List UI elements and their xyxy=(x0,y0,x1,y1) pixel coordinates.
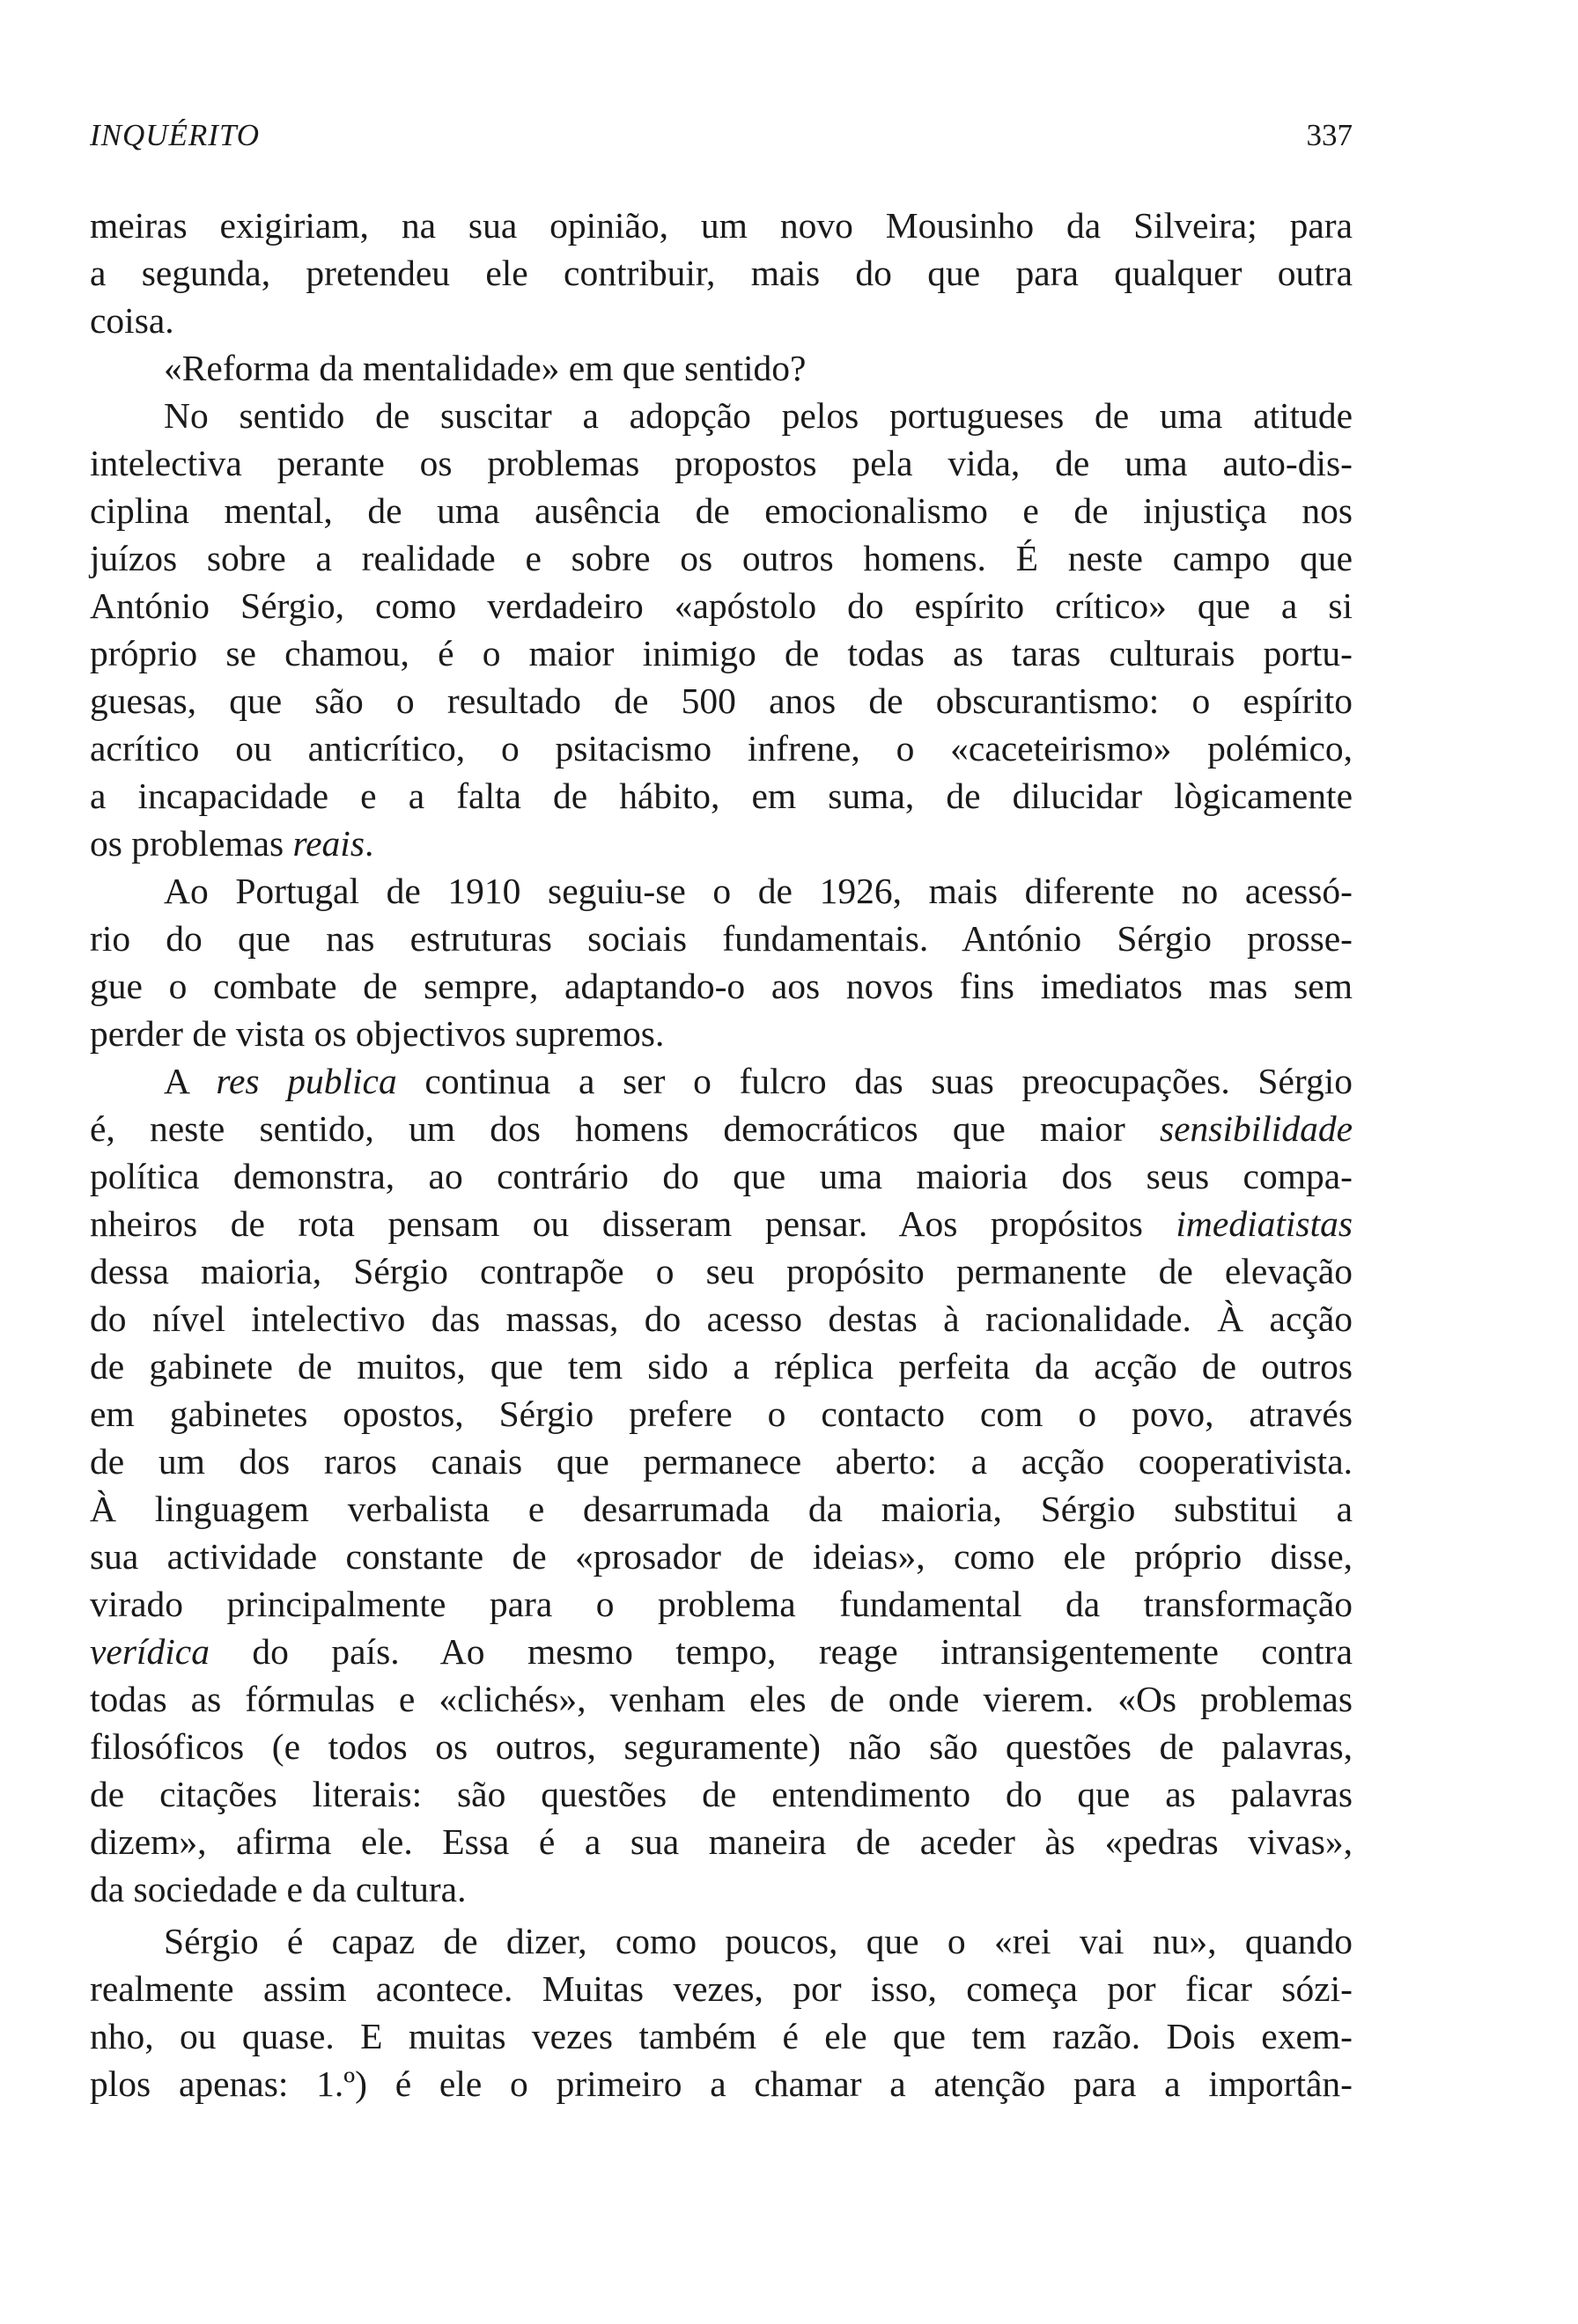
text-line: António Sérgio, como verdadeiro «apóstolo do espírito crítico» que a si xyxy=(90,585,1353,626)
italic-text: sensibilidade xyxy=(1159,1108,1353,1149)
italic-text: imediatistas xyxy=(1176,1203,1353,1244)
text-line: em gabinetes opostos, Sérgio prefere o contacto com o povo, através xyxy=(90,1394,1353,1434)
text-line xyxy=(90,1105,1353,1152)
text-line: coisa. xyxy=(90,300,174,341)
text-line: «Reforma da mentalidade» em que sentido? xyxy=(164,348,807,388)
text-segment: os problemas xyxy=(90,823,293,864)
text-line: Sérgio é capaz de dizer, como poucos, que o «rei vai nu», quando xyxy=(164,1921,1353,1961)
text-segment: . xyxy=(365,823,374,864)
text-line xyxy=(90,1200,1353,1247)
text-segment: do país. Ao mesmo tempo, reage intransigentemente contra xyxy=(209,1631,1353,1672)
text-line xyxy=(90,820,1353,867)
italic-text: verídica xyxy=(90,1631,210,1672)
text-segment: é, neste sentido, um dos homens democráticos que maior xyxy=(90,1108,1160,1149)
text-line xyxy=(90,1057,1353,1105)
text-line: virado principalmente para o problema fundamental da transformação xyxy=(90,1584,1353,1624)
text-line: guesas, que são o resultado de 500 anos de obscurantismo: o espírito xyxy=(90,680,1353,721)
text-line xyxy=(90,1628,1353,1675)
text-line: meiras exigiriam, na sua opinião, um novo Mousinho da Silveira; para xyxy=(90,205,1353,246)
text-line: de citações literais: são questões de entendimento do que as palavras xyxy=(90,1774,1353,1814)
italic-text: reais xyxy=(292,823,365,864)
text-line: No sentido de suscitar a adopção pelos portugueses de uma atitude xyxy=(164,395,1353,436)
text-line: rio do que nas estruturas sociais fundamentais. António Sérgio prosse- xyxy=(90,918,1353,959)
running-title: INQUÉRITO xyxy=(90,118,261,152)
text-line: dessa maioria, Sérgio contrapõe o seu propósito permanente de elevação xyxy=(90,1251,1353,1291)
text-line: acrítico ou anticrítico, o psitacismo infrene, o «caceteirismo» polémico, xyxy=(90,728,1353,769)
body-text xyxy=(90,202,1353,2107)
text-line: dizem», afirma ele. Essa é a sua maneira de aceder às «pedras vivas», xyxy=(90,1821,1353,1862)
text-segment: continua a ser o fulcro das suas preocupações. Sérgio xyxy=(396,1061,1353,1101)
text-line: perder de vista os objectivos supremos. xyxy=(90,1013,665,1054)
text-segment: nheiros de rota pensam ou disseram pensar. Aos propósitos xyxy=(90,1203,1176,1244)
text-line: plos apenas: 1.º) é ele o primeiro a chamar a atenção para a importân- xyxy=(90,2063,1353,2104)
text-line: intelectiva perante os problemas propostos pela vida, de uma auto-dis- xyxy=(90,443,1353,483)
text-line: sua actividade constante de «prosador de ideias», como ele próprio disse, xyxy=(90,1536,1353,1577)
text-line: do nível intelectivo das massas, do acesso destas à racionalidade. À acção xyxy=(90,1298,1353,1339)
text-line: nho, ou quase. E muitas vezes também é ele que tem razão. Dois exem- xyxy=(90,2016,1353,2056)
text-line: todas as fórmulas e «clichés», venham eles de onde vierem. «Os problemas xyxy=(90,1679,1353,1719)
text-line: juízos sobre a realidade e sobre os outros homens. É neste campo que xyxy=(90,538,1353,578)
text-line: ciplina mental, de uma ausência de emocionalismo e de injustiça nos xyxy=(90,490,1353,531)
text-line: a segunda, pretendeu ele contribuir, mais do que para qualquer outra xyxy=(90,253,1353,293)
text-line: de gabinete de muitos, que tem sido a réplica perfeita da acção de outros xyxy=(90,1346,1353,1386)
text-line: filosóficos (e todos os outros, seguramente) não são questões de palavras, xyxy=(90,1726,1353,1767)
text-line: a incapacidade e a falta de hábito, em suma, de dilucidar lògicamente xyxy=(90,776,1353,816)
text-line: da sociedade e da cultura. xyxy=(90,1869,467,1909)
text-line: de um dos raros canais que permanece aberto: a acção cooperativista. xyxy=(90,1441,1353,1482)
running-head xyxy=(90,118,1353,162)
italic-text: res publica xyxy=(216,1061,397,1101)
text-line: À linguagem verbalista e desarrumada da maioria, Sérgio substitui a xyxy=(90,1489,1353,1529)
text-segment: A xyxy=(164,1061,217,1101)
text-line: Ao Portugal de 1910 seguiu-se o de 1926, mais diferente no acessó- xyxy=(164,871,1353,911)
text-line: gue o combate de sempre, adaptando-o aos novos fins imediatos mas sem xyxy=(90,966,1353,1006)
page-number: 337 xyxy=(1306,118,1353,152)
text-line: política demonstra, ao contrário do que uma maioria dos seus compa- xyxy=(90,1156,1353,1196)
text-line: próprio se chamou, é o maior inimigo de todas as taras culturais portu- xyxy=(90,633,1353,673)
text-line: realmente assim acontece. Muitas vezes, por isso, começa por ficar sózi- xyxy=(90,1968,1353,2009)
